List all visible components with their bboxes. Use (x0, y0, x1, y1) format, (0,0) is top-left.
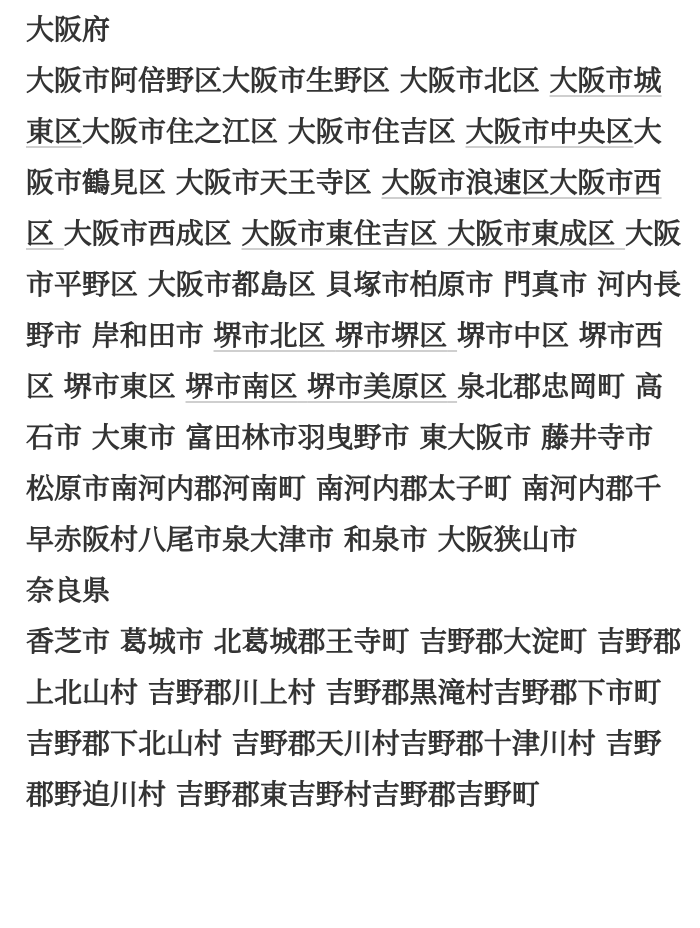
place-link[interactable]: 堺市南区 (185, 370, 298, 403)
place-name: 岸和田市 (91, 319, 204, 352)
place-link[interactable]: 大阪市西区 (26, 166, 662, 250)
place-link[interactable]: 大阪市城東区 (26, 64, 662, 148)
place-name: 大阪市阿倍野区 (26, 64, 223, 97)
place-name: 大阪市鶴見区 (26, 115, 662, 199)
place-list-osaka (26, 55, 682, 565)
prefecture-heading: 大阪府 (26, 13, 111, 46)
place-name: 堺市中区 (457, 319, 570, 352)
place-name: 大阪市天王寺区 (175, 166, 372, 199)
place-name: 南河内郡河南町 (110, 472, 307, 505)
place-name: 南河内郡太子町 (315, 472, 512, 505)
place-link[interactable]: 堺市堺区 (335, 319, 448, 352)
place-name: 南河内郡千早赤阪村 (26, 472, 662, 556)
place-name: 大阪市生野区 (222, 64, 391, 97)
place-link[interactable]: 大阪市東成区 (447, 217, 616, 250)
place-name: 吉野郡天川村 (231, 727, 400, 760)
place-name: 柏原市 (409, 268, 494, 301)
place-name: 堺市西区 (26, 319, 663, 403)
place-name: 香芝市 (26, 625, 111, 658)
place-name: 大東市 (91, 421, 176, 454)
place-name: 吉野郡上北山村 (26, 625, 682, 709)
place-name: 大阪市北区 (399, 64, 540, 97)
place-name: 八尾市 (138, 523, 223, 556)
place-name: 貝塚市 (325, 268, 410, 301)
place-name: 富田林市 (185, 421, 298, 454)
place-name: 高石市 (26, 370, 663, 454)
place-name: 河内長野市 (26, 268, 682, 352)
place-name: 吉野郡東吉野村 (175, 778, 372, 811)
place-name: 葛城市 (119, 625, 204, 658)
place-name: 東大阪市 (419, 421, 532, 454)
place-name: 吉野郡黒滝村 (325, 676, 494, 709)
place-name: 吉野郡十津川村 (399, 727, 596, 760)
prefecture-section-nara (26, 565, 682, 820)
place-name: 大阪狭山市 (437, 523, 578, 556)
place-link[interactable]: 堺市美原区 (307, 370, 448, 403)
place-name: 吉野郡下市町 (493, 676, 662, 709)
place-name: 大阪市住吉区 (287, 115, 456, 148)
place-name: 羽曳野市 (297, 421, 410, 454)
place-name: 吉野郡野迫川村 (26, 727, 662, 811)
place-name: 北葛城郡王寺町 (213, 625, 410, 658)
place-name: 吉野郡下北山村 (26, 727, 223, 760)
place-name: 吉野郡吉野町 (371, 778, 540, 811)
place-name: 吉野郡川上村 (147, 676, 316, 709)
place-name: 堺市東区 (63, 370, 176, 403)
place-name: 和泉市 (343, 523, 428, 556)
place-link[interactable]: 堺市北区 (213, 319, 326, 352)
place-name: 大阪市住之江区 (82, 115, 279, 148)
place-link[interactable]: 大阪市東住吉区 (241, 217, 438, 250)
prefecture-heading: 奈良県 (26, 574, 111, 607)
place-name: 藤井寺市 (541, 421, 654, 454)
place-name: 大阪市西成区 (63, 217, 232, 250)
place-link[interactable]: 大阪市浪速区 (381, 166, 550, 199)
place-name: 大阪市都島区 (147, 268, 316, 301)
place-name: 泉北郡忠岡町 (457, 370, 626, 403)
place-name: 門真市 (503, 268, 588, 301)
place-link[interactable]: 大阪市中央区 (465, 115, 634, 148)
place-name: 大阪市平野区 (26, 217, 682, 301)
prefecture-section-osaka (26, 4, 682, 565)
place-name: 松原市 (26, 472, 111, 505)
place-name: 吉野郡大淀町 (419, 625, 588, 658)
place-name: 泉大津市 (222, 523, 335, 556)
place-list-nara (26, 616, 682, 820)
